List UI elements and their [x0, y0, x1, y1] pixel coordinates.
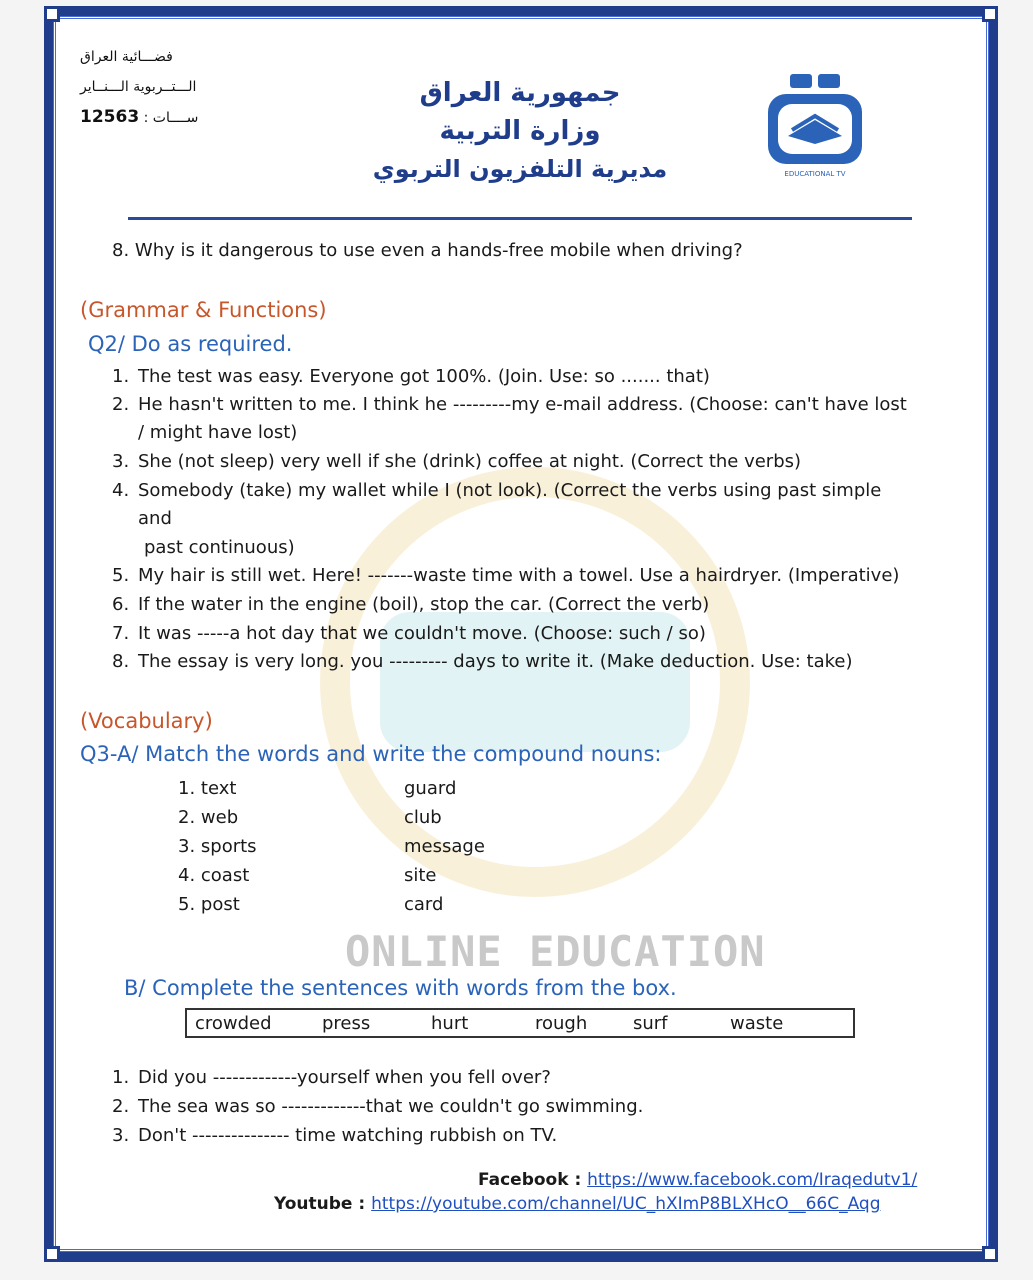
frame-corner — [44, 6, 60, 22]
match-left-word: 4. coast — [178, 865, 250, 886]
frequency-label: ســــات : — [139, 110, 199, 126]
grammar-item: 6. If the water in the engine (boil), stop the car. (Correct the verb) — [112, 594, 710, 615]
logo-caption: EDUCATIONAL TV — [784, 170, 846, 178]
completion-sentence: 3. Don't --------------- time watching rubbish on TV. — [112, 1125, 558, 1146]
box-word: rough — [535, 1013, 588, 1034]
facebook-link[interactable]: https://www.facebook.com/Iraqedutv1/ — [587, 1170, 918, 1190]
grammar-section-title: (Grammar & Functions) — [80, 298, 327, 322]
part-b-heading: B/ Complete the sentences with words from the box. — [124, 976, 677, 1000]
header-republic: جمهورية العراق — [419, 78, 621, 108]
question-8-line: 8. Why is it dangerous to use even a hands-free mobile when driving? — [112, 240, 743, 261]
online-education-watermark: ONLINE EDUCATION — [345, 927, 766, 976]
match-left-column — [178, 774, 257, 919]
grammar-item: 3. She (not sleep) very well if she (drink) coffee at night. (Correct the verbs) — [112, 451, 802, 472]
match-left-word: 2. web — [178, 807, 239, 828]
match-right-word: card — [404, 894, 444, 915]
box-word: surf — [633, 1013, 668, 1034]
grammar-item: 4. Somebody (take) my wallet while I (not look). (Correct the verbs using past simple — [112, 480, 882, 501]
youtube-line — [274, 1194, 881, 1214]
grammar-item: and — [138, 508, 172, 529]
frequency-line — [80, 102, 260, 133]
vocabulary-section-title: (Vocabulary) — [80, 709, 213, 733]
box-word: crowded — [195, 1013, 272, 1034]
facebook-label: Facebook : — [478, 1170, 588, 1190]
q3a-heading: Q3-A/ Match the words and write the compound nouns: — [80, 742, 662, 766]
match-right-column — [404, 774, 485, 919]
box-word: press — [322, 1013, 371, 1034]
header-left-info — [80, 42, 260, 133]
grammar-item: past continuous) — [144, 537, 295, 558]
grammar-item: 8. The essay is very long. you --------- days to write it. (Make deduction. Use: take) — [112, 651, 853, 672]
grammar-item: 2. He hasn't written to me. I think he ---------my e-mail address. (Choose: can't have lost — [112, 394, 907, 415]
worksheet-page — [60, 22, 982, 1246]
completion-sentence: 1. Did you -------------yourself when you fell over? — [112, 1067, 551, 1088]
frame-corner — [44, 1246, 60, 1262]
match-right-word: message — [404, 836, 485, 857]
match-left-word: 3. sports — [178, 836, 257, 857]
grammar-item: 5. My hair is still wet. Here! -------waste time with a towel. Use a hairdryer. (Imperative) — [112, 565, 900, 586]
completion-sentence: 2. The sea was so -------------that we couldn't go swimming. — [112, 1096, 644, 1117]
facebook-line — [478, 1170, 917, 1190]
grammar-item: 1. The test was easy. Everyone got 100%. (Join. Use: so ....... that) — [112, 366, 710, 387]
educational-tv-logo — [760, 72, 870, 182]
match-left-word: 1. text — [178, 778, 237, 799]
frequency-number: 12563 — [80, 107, 140, 127]
header-ministry: وزارة التربية — [439, 116, 601, 146]
q2-heading: Q2/ Do as required. — [88, 332, 293, 356]
word-box — [185, 1008, 855, 1038]
frame-corner — [982, 6, 998, 22]
grammar-item: / might have lost) — [138, 422, 298, 443]
match-left-word: 5. post — [178, 894, 240, 915]
channel-name: فضـــائية العراق — [80, 49, 173, 65]
box-word: hurt — [431, 1013, 469, 1034]
youtube-link[interactable]: https://youtube.com/channel/UC_hXImP8BLXHcO__66C_Aqg — [371, 1194, 881, 1214]
match-right-word: guard — [404, 778, 457, 799]
header-directorate: مديرية التلفزيون التربوي — [372, 155, 668, 183]
grammar-item: 7. It was -----a hot day that we couldn't move. (Choose: such / so) — [112, 623, 706, 644]
channel-subtitle: الـــتــربوية الـــنــاير — [80, 79, 197, 95]
youtube-label: Youtube : — [274, 1194, 372, 1214]
match-right-word: club — [404, 807, 442, 828]
header-divider — [128, 217, 912, 220]
header-title-block — [350, 74, 690, 188]
match-right-word: site — [404, 865, 437, 886]
frame-corner — [982, 1246, 998, 1262]
box-word: waste — [730, 1013, 784, 1034]
